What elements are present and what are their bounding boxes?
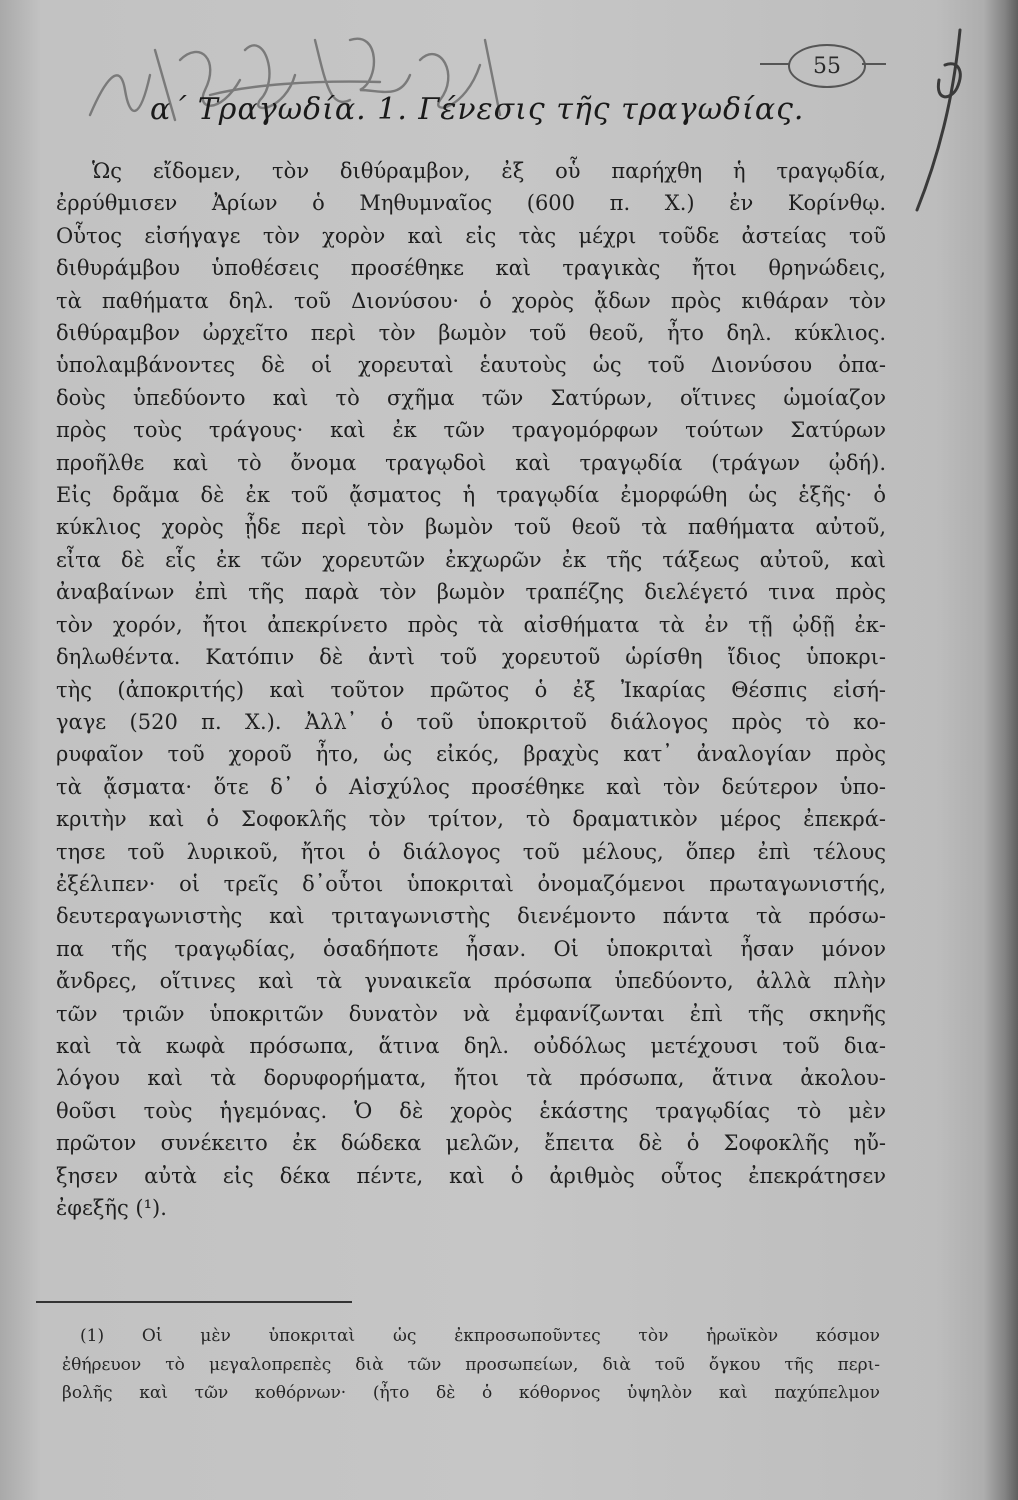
text-line: πα τῆς τραγῳδίας, ὁσαδήποτε ἦσαν. Οἱ ὑποκριταὶ ἦσαν μόνον	[56, 936, 886, 961]
text-line: θοῦσι τοὺς ἡγεμόνας. Ὁ δὲ χορὸς ἑκάστης τραγῳδίας τὸ μὲν	[56, 1098, 886, 1123]
page-number-text: 55	[813, 53, 841, 79]
text-line: πρῶτον συνέκειτο ἐκ δώδεκα μελῶν, ἔπειτα δὲ ὁ Σοφοκλῆς ηὔ-	[56, 1131, 886, 1156]
text-line: Ὡς εἴδομεν, τὸν διθύραμβον, ἐξ οὗ παρήχθη ἡ τραγῳδία,	[92, 159, 886, 183]
text-line: τὴς (ἀποκριτής) καὶ τοῦτον πρῶτος ὁ ἐξ Ἰκαρίας Θέσπις εἰσή-	[56, 677, 886, 702]
page-number	[788, 44, 866, 88]
body-text	[56, 155, 886, 1224]
text-line: πρὸς τοὺς τράγους· καὶ ἐκ τῶν τραγομόρφων τούτων Σατύρων	[56, 418, 886, 443]
text-line: διθύραμβον ὠρχεῖτο περὶ τὸν βωμὸν τοῦ θεοῦ, ἦτο δηλ. κύκλιος.	[56, 321, 886, 346]
text-line: ἐρρύθμισεν Ἀρίων ὁ Μηθυμναῖος (600 π. Χ.) ἐν Κορίνθῳ.	[56, 191, 886, 216]
text-line: προῆλθε καὶ τὸ ὄνομα τραγῳδοὶ καὶ τραγῳδία (τράγων ᾠδή).	[56, 450, 886, 475]
page-number-rule-right	[862, 63, 886, 65]
text-line: τὰ ᾄσματα· ὅτε δ᾽ ὁ Αἰσχύλος προσέθηκε καὶ τὸν δεύτερον ὑπο-	[56, 774, 886, 799]
section-heading: α΄ Τραγωδία. 1. Γένεσις τῆς τραγωδίας.	[150, 92, 805, 127]
text-line: λόγου καὶ τὰ δορυφορήματα, ἤτοι τὰ πρόσωπα, ἅτινα ἀκολου-	[56, 1066, 886, 1091]
text-line: δοὺς ὑπεδύοντο καὶ τὸ σχῆμα τῶν Σατύρων, οἵτινες ὡμοίαζον	[56, 385, 886, 410]
text-line: καὶ τὰ κωφὰ πρόσωπα, ἅτινα δηλ. οὐδόλως μετέχουσι τοῦ δια-	[56, 1033, 886, 1058]
footnote-line: ἐθήρευον τὸ μεγαλοπρεπὲς διὰ τῶν προσωπείων, διὰ τοῦ ὄγκου τῆς περι-	[62, 1354, 880, 1375]
footnotes	[62, 1322, 880, 1408]
text-line: τῶν τριῶν ὑποκριτῶν δυνατὸν νὰ ἐμφανίζωνται ἐπὶ τῆς σκηνῆς	[56, 1001, 886, 1026]
text-line: κριτὴν καὶ ὁ Σοφοκλῆς τὸν τρίτον, τὸ δραματικὸν μέρος ἐπεκρά-	[56, 807, 886, 832]
text-line: ἐφεξῆς (¹).	[56, 1196, 167, 1220]
margin-pencil-mark	[905, 20, 995, 220]
footnote-line: βολῆς καὶ τῶν κοθόρνων· (ἦτο δὲ ὁ κόθορνος ὑψηλὸν καὶ παχύπελμον	[62, 1383, 880, 1403]
text-line: Εἰς δρᾶμα δὲ ἐκ τοῦ ᾄσματος ἡ τραγῳδία ἐμορφώθη ὡς ἑξῆς· ὁ	[56, 483, 886, 508]
text-line: τὰ παθήματα δηλ. τοῦ Διονύσου· ὁ χορὸς ᾄδων πρὸς κιθάραν τὸν	[56, 288, 886, 313]
text-line: ξησεν αὐτὰ εἰς δέκα πέντε, καὶ ὁ ἀριθμὸς οὗτος ἐπεκράτησεν	[56, 1163, 886, 1188]
text-line: ἐξέλιπεν· οἱ τρεῖς δ᾽οὗτοι ὑποκριταὶ ὀνομαζόμενοι πρωταγωνιστής,	[56, 871, 886, 896]
text-line: τησε τοῦ λυρικοῦ, ἤτοι ὁ διάλογος τοῦ μέλους, ὅπερ ἐπὶ τέλους	[56, 839, 886, 864]
text-line: γαγε (520 π. Χ.). Ἀλλ᾽ ὁ τοῦ ὑποκριτοῦ διάλογος πρὸς τὸ κο-	[56, 709, 886, 734]
text-line: κύκλιος χορὸς ᾖδε περὶ τὸν βωμὸν τοῦ θεοῦ τὰ παθήματα αὐτοῦ,	[56, 515, 886, 540]
text-line: ὑπολαμβάνοντες δὲ οἱ χορευταὶ ἑαυτοὺς ὡς τοῦ Διονύσου ὀπα-	[56, 353, 886, 378]
page-number-rule-left	[760, 63, 790, 65]
text-line: διθυράμβου ὑποθέσεις προσέθηκε καὶ τραγικὰς ἤτοι θρηνώδεις,	[56, 256, 886, 281]
text-line: δηλωθέντα. Κατόπιν δὲ ἀντὶ τοῦ χορευτοῦ ὡρίσθη ἴδιος ὑποκρι-	[56, 645, 886, 670]
text-line: ἄνδρες, οἵτινες καὶ τὰ γυναικεῖα πρόσωπα ὑπεδύοντο, ἀλλὰ πλὴν	[56, 969, 886, 994]
footnote-line: (1) Οἱ μὲν ὑποκριταὶ ὡς ἐκπροσωποῦντες τὸν ἡρωϊκὸν κόσμον	[80, 1326, 880, 1346]
text-line: Οὗτος εἰσήγαγε τὸν χορὸν καὶ εἰς τὰς μέχρι τοῦδε ἀστείας τοῦ	[56, 223, 886, 248]
text-line: εἶτα δὲ εἷς ἐκ τῶν χορευτῶν ἐκχωρῶν ἐκ τῆς τάξεως αὐτοῦ, καὶ	[56, 547, 886, 572]
footnote-divider	[36, 1301, 352, 1303]
text-line: δευτεραγωνιστὴς καὶ τριταγωνιστὴς διενέμοντο πάντα τὰ πρόσω-	[56, 904, 886, 929]
text-line: ρυφαῖον τοῦ χοροῦ ἦτο, ὡς εἰκός, βραχὺς κατ᾽ ἀναλογίαν πρὸς	[56, 742, 886, 767]
text-line: τὸν χορόν, ἤτοι ἀπεκρίνετο πρὸς τὰ αἰσθήματα τὰ ἐν τῇ ᾠδῇ ἐκ-	[56, 612, 886, 637]
page-shadow-edge	[984, 0, 1018, 1500]
text-line: ἀναβαίνων ἐπὶ τῆς παρὰ τὸν βωμὸν τραπέζης διελέγετό τινα πρὸς	[56, 580, 886, 605]
